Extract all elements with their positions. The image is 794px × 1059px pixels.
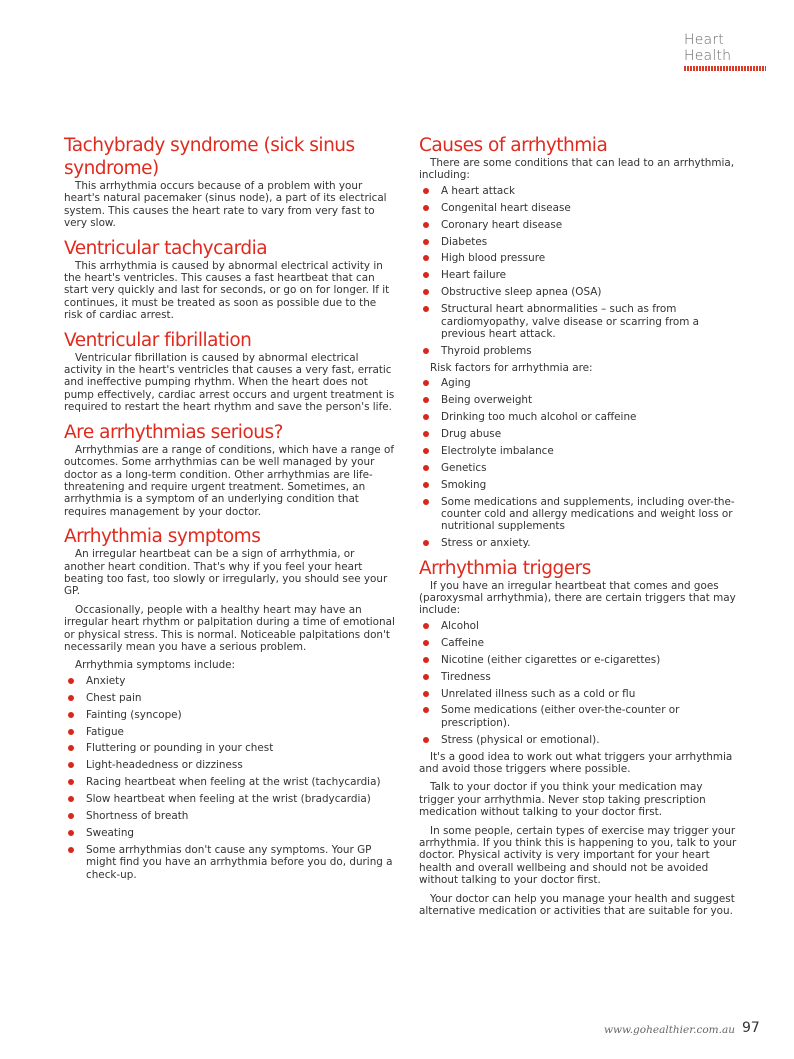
- vt-section: [64, 237, 396, 322]
- serious-section: [64, 421, 396, 518]
- right-column: [419, 134, 739, 925]
- list-item: Heart failure: [419, 269, 739, 281]
- triggers-heading: Arrhythmia triggers: [419, 557, 591, 579]
- list-item: Unrelated illness such as a cold or flu: [419, 688, 739, 700]
- header-rule: [684, 66, 766, 71]
- list-item: Congenital heart disease: [419, 202, 739, 214]
- causes-heading: Causes of arrhythmia: [419, 135, 608, 156]
- list-item: Coronary heart disease: [419, 219, 739, 231]
- symptoms-list: [64, 675, 396, 881]
- vt-text: This arrhythmia is caused by abnormal electrical activity in the heart's ventricles. This causes a fast heartbeat that can start very quickly and last for seconds, or go on for longer. If it continues, it must be treated as soon as possible due to the risk of cardiac arrest.: [64, 259, 390, 322]
- tachybrady-text: This arrhythmia occurs because of a problem with your heart's natural pacemaker (sinus node), a part of its electrical system. This causes the heart rate to vary from very fast to very slow.: [64, 180, 387, 230]
- list-item: Fatigue: [64, 726, 396, 738]
- symptoms-section: [64, 525, 396, 881]
- triggers-intro: If you have an irregular heartbeat that comes and goes (paroxysmal arrhythmia), there are certain triggers that may include:: [419, 579, 736, 617]
- left-column: [64, 134, 396, 888]
- list-item: Drinking too much alcohol or caffeine: [419, 411, 739, 423]
- risk-intro: Risk factors for arrhythmia are:: [430, 361, 593, 374]
- tachybrady-heading: Tachybrady syndrome (sick sinus syndrome): [64, 135, 355, 179]
- list-item: A heart attack: [419, 185, 739, 197]
- list-item: Nicotine (either cigarettes or e-cigarettes): [419, 654, 739, 666]
- list-item: High blood pressure: [419, 252, 739, 264]
- causes-list: [419, 185, 739, 357]
- list-item: Stress (physical or emotional).: [419, 734, 739, 746]
- list-item: Electrolyte imbalance: [419, 445, 739, 457]
- symptoms-heading: Arrhythmia symptoms: [64, 526, 261, 548]
- list-item: Tiredness: [419, 671, 739, 683]
- list-item: Anxiety: [64, 675, 396, 687]
- symptoms-p1: An irregular heartbeat can be a sign of arrhythmia, or another heart condition. That's why if you feel your heart beating too fast, too slowly or irregularly, you should see your GP.: [64, 548, 388, 598]
- list-item: Obstructive sleep apnea (OSA): [419, 286, 739, 298]
- list-item: Structural heart abnormalities – such as from cardiomyopathy, valve disease or scarring from a previous heart attack.: [419, 303, 739, 340]
- list-item: Aging: [419, 377, 739, 389]
- tachybrady-section: [64, 134, 396, 230]
- list-item: Some medications and supplements, including over-the-counter cold and allergy medications and weight loss or nutritional supplements: [419, 496, 739, 533]
- causes-intro: There are some conditions that can lead to an arrhythmia, including:: [419, 157, 735, 182]
- serious-text: Arrhythmias are a range of conditions, which have a range of outcomes. Some arrhythmias can be well managed by your doctor as a long-term condition. Other arrhythmias are life-threatening and require urgent treatment. Sometimes, an arrhythmia is a symptom of an underlying condition that requires management by your doctor.: [64, 443, 395, 518]
- list-item: Drug abuse: [419, 428, 739, 440]
- list-item: Being overweight: [419, 394, 739, 406]
- triggers-list: [419, 620, 739, 746]
- list-item: Fainting (syncope): [64, 709, 396, 721]
- footer-url: www.gohealthier.com.au: [604, 1024, 735, 1036]
- list-item: Thyroid problems: [419, 345, 739, 357]
- symptoms-intro: Arrhythmia symptoms include:: [75, 659, 236, 672]
- list-item: Some arrhythmias don't cause any symptoms. Your GP might find you have an arrhythmia before you do, during a check-up.: [64, 844, 396, 881]
- list-item: Alcohol: [419, 620, 739, 632]
- vf-text: Ventricular fibrillation is caused by abnormal electrical activity in the heart's ventricles that causes a very fast, erratic and ineffective pumping rhythm. When the heart does not pump effectively, cardiac arrest occurs and urgent treatment is required to restart the heart rhythm and save the person's life.: [64, 351, 395, 414]
- serious-heading: Are arrhythmias serious?: [64, 421, 283, 443]
- list-item: Slow heartbeat when feeling at the wrist (bradycardia): [64, 793, 396, 805]
- triggers-p4: Your doctor can help you manage your health and suggest alternative medication or activities that are suitable for you.: [419, 892, 735, 918]
- triggers-p1: It's a good idea to work out what triggers your arrhythmia and avoid those triggers where possible.: [419, 750, 733, 776]
- symptoms-p2: Occasionally, people with a healthy heart may have an irregular heart rhythm or palpitation during a time of emotional or physical stress. This is normal. Noticeable palpitations don't necessarily mean you have a serious problem.: [64, 603, 395, 653]
- list-item: Stress or anxiety.: [419, 537, 739, 549]
- page-number: 97: [742, 1020, 760, 1036]
- vt-heading: Ventricular tachycardia: [64, 237, 268, 259]
- list-item: Genetics: [419, 462, 739, 474]
- list-item: Chest pain: [64, 692, 396, 704]
- list-item: Light-headedness or dizziness: [64, 759, 396, 771]
- triggers-p3: In some people, certain types of exercise may trigger your arrhythmia. If you think this is happening to you, talk to your doctor. Physical activity is very important for your heart health and overall wellbeing and should not be avoided without talking to your doctor first.: [419, 824, 737, 887]
- list-item: Sweating: [64, 827, 396, 839]
- list-item: Some medications (either over-the-counter or prescription).: [419, 704, 739, 729]
- list-item: Racing heartbeat when feeling at the wrist (tachycardia): [64, 776, 396, 788]
- vf-heading: Ventricular fibrillation: [64, 329, 252, 351]
- list-item: Fluttering or pounding in your chest: [64, 742, 396, 754]
- section-title: Heart Health: [684, 32, 732, 64]
- triggers-p2: Talk to your doctor if you think your medication may trigger your arrhythmia. Never stop taking prescription medication without talking to your doctor first.: [419, 781, 706, 819]
- list-item: Shortness of breath: [64, 810, 396, 822]
- vf-section: [64, 329, 396, 414]
- list-item: Diabetes: [419, 236, 739, 248]
- triggers-section: [419, 557, 739, 918]
- risk-list: [419, 377, 739, 549]
- list-item: Smoking: [419, 479, 739, 491]
- list-item: Caffeine: [419, 637, 739, 649]
- page-header: [684, 32, 766, 71]
- causes-section: [419, 134, 739, 550]
